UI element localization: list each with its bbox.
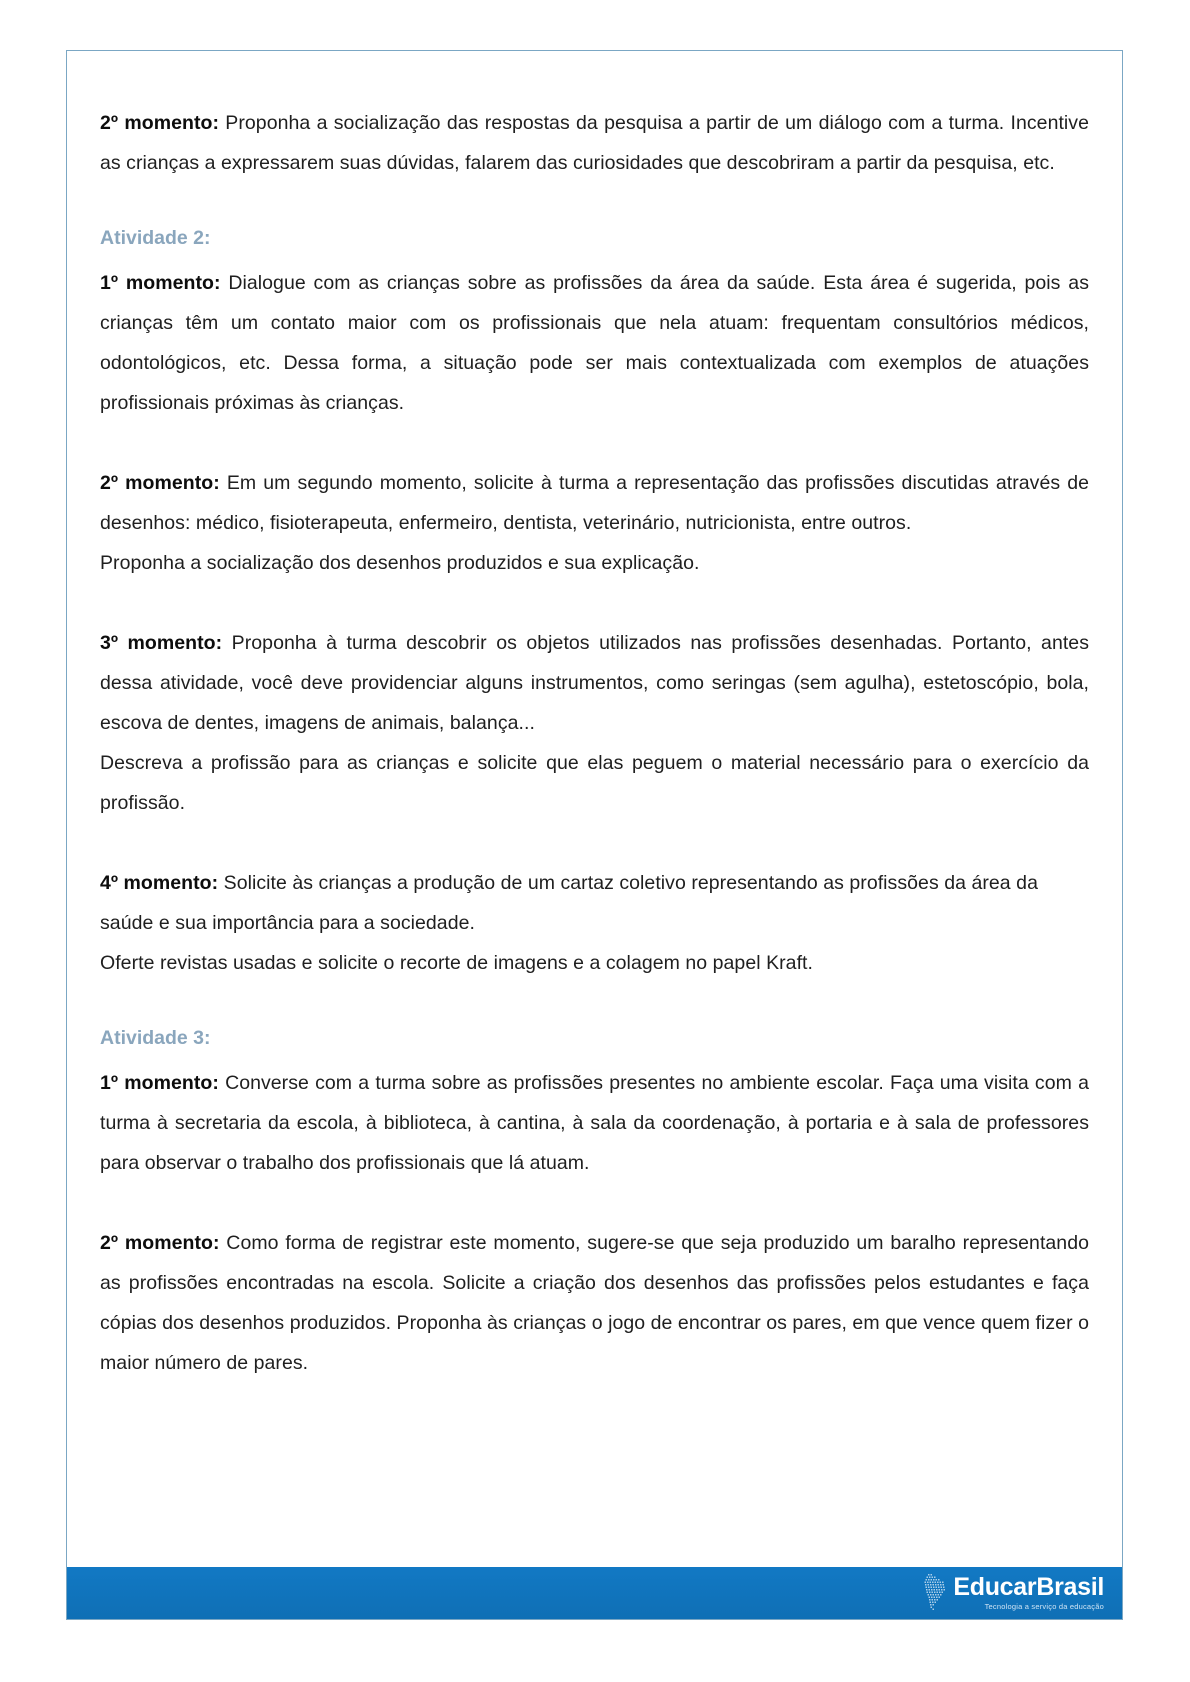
paragraph — [100, 463, 1089, 543]
activity-2-heading: Atividade 2: — [100, 227, 211, 249]
paragraph-block — [100, 103, 1089, 183]
paragraph-block — [100, 863, 1089, 943]
paragraph-text: Proponha a socialização das respostas da pesquisa a partir de um diálogo com a turma. Incentive as crianças a expressarem suas dúvidas, falarem das curiosidades que descobriram a partir da pesquisa, etc. — [100, 112, 1090, 174]
paragraph-lead: 2º momento: — [100, 112, 220, 134]
paragraph — [100, 623, 1089, 743]
paragraph-block — [100, 1223, 1089, 1383]
paragraph-text: Em um segundo momento, solicite à turma a representação das profissões discutidas através de desenhos: médico, fisioterapeuta, enfermeiro, dentista, veterinário, nutricionista, entre outros. — [100, 472, 1089, 534]
footer-bar — [67, 1567, 1122, 1619]
paragraph — [100, 1063, 1089, 1183]
paragraph-block — [100, 943, 1089, 983]
paragraph-lead: 4º momento: — [100, 872, 219, 894]
paragraph-block — [100, 1063, 1089, 1183]
brand-text-group — [953, 1575, 1104, 1611]
activity-heading-block — [100, 1023, 1089, 1053]
paragraph-block — [100, 743, 1089, 823]
paragraph-text: Proponha à turma descobrir os objetos utilizados nas profissões desenhadas. Portanto, antes dessa atividade, você deve providenciar alguns instrumentos, como seringas (sem agulha), estetoscópio, bola, escova de dentes, imagens de animais, balança... — [100, 632, 1089, 734]
paragraph-text: Como forma de registrar este momento, sugere-se que seja produzido um baralho representando as profissões encontradas na escola. Solicite a criação dos desenhos das profissões pelos estudantes e faça cópias dos desenhos produzidos. Proponha às crianças o jogo de encontrar os pares, em que vence quem fizer o maior número de pares. — [100, 1232, 1089, 1374]
activity-3-heading: Atividade 3: — [100, 1027, 211, 1049]
paragraph-block — [100, 263, 1089, 423]
brazil-map-icon — [921, 1573, 947, 1613]
paragraph-text: Converse com a turma sobre as profissões presentes no ambiente escolar. Faça uma visita com a turma à secretaria da escola, à biblioteca, à cantina, à sala da coordenação, à portaria e à sala de professores para observar o trabalho dos profissionais que lá atuam. — [100, 1072, 1089, 1174]
paragraph — [100, 103, 1089, 183]
activity-heading-block — [100, 223, 1089, 253]
paragraph-lead: 1º momento: — [100, 1072, 219, 1094]
paragraph-lead: 2º momento: — [100, 472, 220, 494]
paragraph — [100, 263, 1089, 423]
paragraph-lead: 3º momento: — [100, 632, 223, 654]
paragraph: Descreva a profissão para as crianças e solicite que elas peguem o material necessário para o exercício da profissão. — [100, 752, 1089, 814]
paragraph: Oferte revistas usadas e solicite o recorte de imagens e a colagem no papel Kraft. — [100, 952, 813, 974]
brand-name: EducarBrasil — [953, 1573, 1104, 1602]
paragraph-block — [100, 623, 1089, 743]
brand-tagline: Tecnologia a serviço da educação — [984, 1602, 1104, 1612]
paragraph-text: Dialogue com as crianças sobre as profissões da área da saúde. Esta área é sugerida, pois as crianças têm um contato maior com os profissionais que nela atuam: frequentam consultórios médicos, odontológicos, etc. Dessa forma, a situação pode ser mais contextualizada com exemplos de atuações profissionais próximas às crianças. — [100, 272, 1090, 414]
paragraph-block — [100, 463, 1089, 543]
paragraph-text: Solicite às crianças a produção de um cartaz coletivo representando as profissões da área da saúde e sua importância para a sociedade. — [100, 872, 1038, 934]
document-body — [67, 51, 1122, 1567]
paragraph-lead: 1º momento: — [100, 272, 221, 294]
paragraph — [100, 1223, 1089, 1383]
paragraph — [100, 863, 1089, 943]
paragraph-block — [100, 543, 1089, 583]
paragraph-lead: 2º momento: — [100, 1232, 220, 1254]
document-page — [66, 50, 1123, 1620]
educarbrasil-logo — [921, 1573, 1104, 1613]
paragraph: Proponha a socialização dos desenhos produzidos e sua explicação. — [100, 552, 700, 574]
